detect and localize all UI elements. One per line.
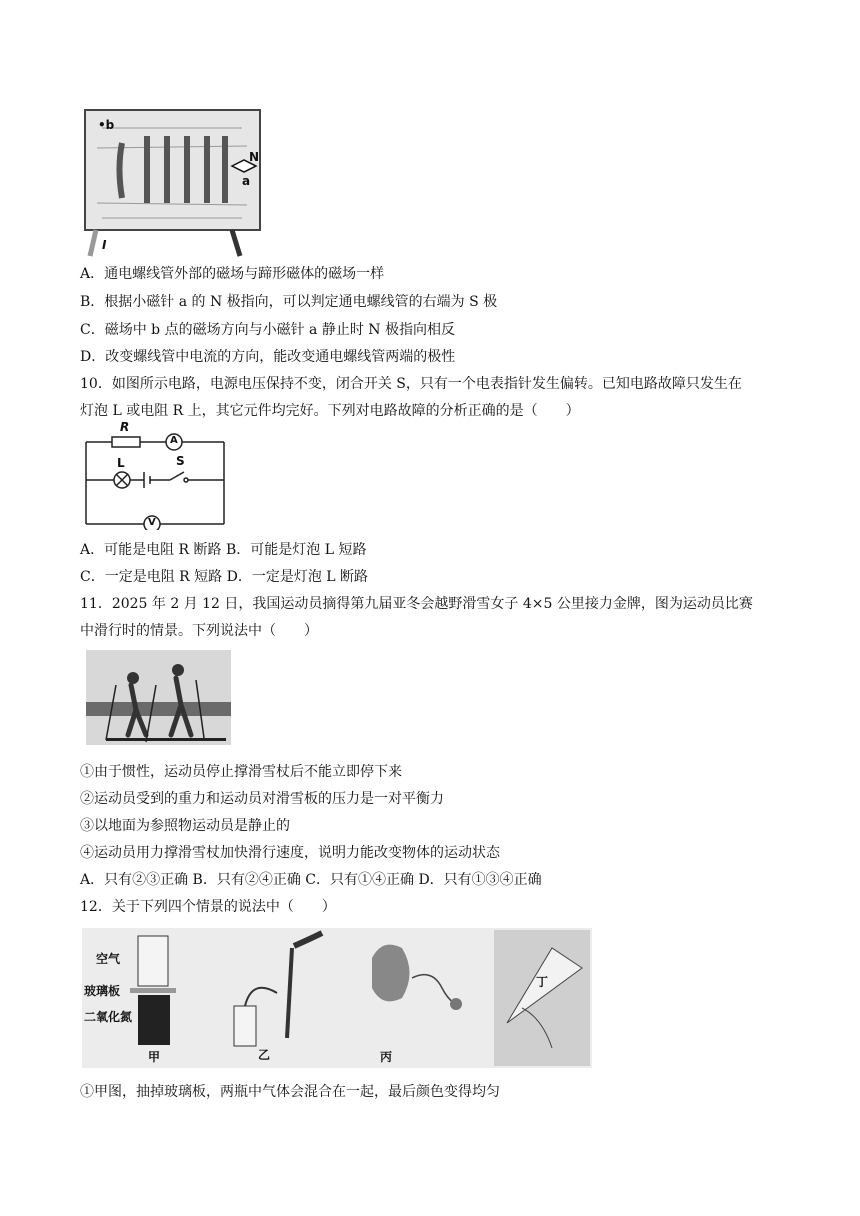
q12-stem: 12．关于下列四个情景的说法中（ ） [80,899,336,915]
q9-option-a: A．通电螺线管外部的磁场与蹄形磁体的磁场一样 [80,266,385,282]
q11-statement-3: ③以地面为参照物运动员是静止的 [80,818,290,834]
q12-figure [82,928,592,1068]
voltmeter-label: V [148,517,156,528]
q9-option-b: B．根据小磁针 a 的 N 极指向，可以判定通电螺线管的右端为 S 极 [80,294,498,310]
q9-option-c: C．磁场中 b 点的磁场方向与小磁针 a 静止时 N 极指向相反 [80,322,455,338]
q10-options-cd: C．一定是电阻 R 短路 D．一定是灯泡 L 断路 [80,569,369,585]
q12-statement-1: ①甲图，抽掉玻璃板，两瓶中气体会混合在一起，最后颜色变得均匀 [80,1084,500,1100]
jia-label: 甲 [148,1050,161,1064]
needle-a-label: a [242,174,251,188]
switch-s-label: S [176,454,185,468]
current-i-label: I [102,238,107,252]
q10-stem-line1: 10．如图所示电路，电源电压保持不变，闭合开关 S，只有一个电表指针发生偏转。已知电路故障只发生在 [80,376,742,392]
glass-plate-label: 玻璃板 [84,984,121,998]
north-pole-label: N [249,150,260,164]
no2-label: 二氧化氮 [84,1010,133,1024]
q11-stem-line2: 中滑行时的情景。下列说法中（ ） [80,623,318,639]
ding-label: 丁 [536,975,549,989]
q9-option-d: D．改变螺线管中电流的方向，能改变通电螺线管两端的极性 [80,349,456,365]
resistor-r-label: R [120,420,130,434]
bing-label: 丙 [380,1050,393,1064]
q10-stem-line2: 灯泡 L 或电阻 R 上，其它元件均完好。下列对电路故障的分析正确的是（ ） [80,403,580,419]
skiing-photo [86,650,231,745]
ammeter-label: A [170,435,178,446]
circuit-diagram [82,420,230,530]
point-b-label: •b [98,118,115,132]
q11-statement-4: ④运动员用力撑滑雪杖加快滑行速度，说明力能改变物体的运动状态 [80,845,500,861]
q11-stem-line1: 11．2025 年 2 月 12 日，我国运动员摘得第九届亚冬会越野滑雪女子 4×5 公里接力金牌，图为运动员比赛 [80,596,753,612]
q11-options: A．只有②③正确 B．只有②④正确 C．只有①④正确 D．只有①③④正确 [80,872,542,888]
air-label: 空气 [96,952,121,966]
q11-statement-1: ①由于惯性，运动员停止撑滑雪杖后不能立即停下来 [80,764,402,780]
solenoid-figure [82,108,262,258]
yi-label: 乙 [258,1048,271,1062]
lamp-l-label: L [117,456,125,470]
q11-statement-2: ②运动员受到的重力和运动员对滑雪板的压力是一对平衡力 [80,791,444,807]
q10-options-ab: A．可能是电阻 R 断路 B．可能是灯泡 L 短路 [80,542,367,558]
